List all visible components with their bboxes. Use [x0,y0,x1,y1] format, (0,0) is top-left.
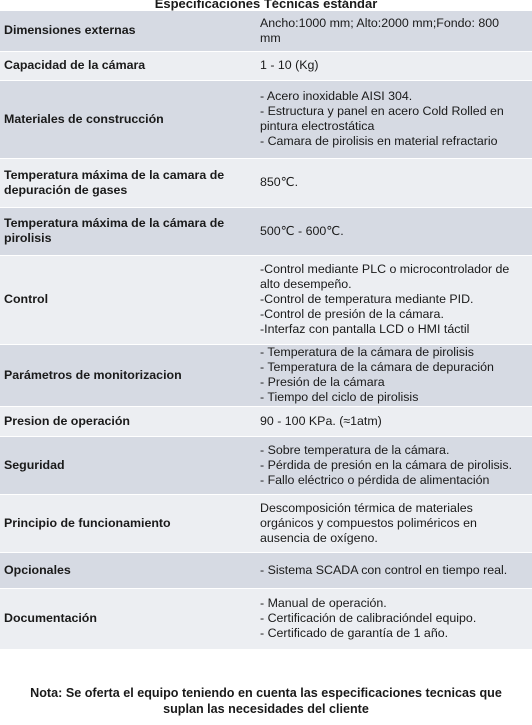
spec-label: Capacidad de la cámara [0,51,253,80]
spec-value-line: 1 - 10 (Kg) [260,58,319,72]
spec-label: Materiales de construcción [0,80,253,158]
spec-label: Dimensiones externas [0,11,253,51]
spec-label: Parámetros de monitorizacion [0,344,253,406]
spec-value-line: 90 - 100 KPa. (≈1atm) [260,413,382,428]
spec-value [253,207,532,255]
spec-value-line: 850℃. [260,175,299,189]
spec-value-line: orgánicos y compuestos poliméricos en [260,515,477,530]
spec-value [253,11,532,51]
spec-row [0,11,532,51]
spec-value-line: - Temperatura de la cámara de pirolisis [260,345,474,359]
spec-row [0,80,532,158]
spec-label: Principio de funcionamiento [0,494,253,552]
spec-value-line: - Presión de la cámara [260,375,385,389]
spec-value-line: pintura electrostática [260,119,375,133]
spec-value-line: - Manual de operación. [260,596,387,610]
page-title: Especificaciones Técnicas estándar [154,0,378,11]
spec-row [0,51,532,80]
spec-row [0,436,532,494]
spec-value [253,436,532,494]
spec-label: Seguridad [0,436,253,494]
spec-label: Opcionales [0,552,253,588]
spec-value [253,80,532,158]
spec-value-line: - Camara de pirolisis en material refractario [260,134,498,148]
spec-value-line: - Pérdida de presión en la cámara de pirolisis. [260,457,513,472]
spec-value-line: - Fallo eléctrico o pérdida de alimentación [260,472,490,487]
spec-value-line: - Temperatura de la cámara de depuración [260,360,494,374]
spec-value-line: -Control de temperatura mediante PID. [260,292,474,306]
spec-value-line: -Control de presión de la cámara. [260,307,444,321]
spec-value [253,158,532,207]
spec-table [0,11,532,650]
spec-value-line: ausencia de oxígeno. [260,530,378,545]
spec-row [0,344,532,406]
spec-value-line: - Certificación de calibracióndel equipo. [260,611,477,625]
spec-value [253,344,532,406]
spec-value-line: - Tiempo del ciclo de pirolisis [260,390,419,404]
spec-label: Temperatura máxima de la camara de depuración de gases [0,158,253,207]
spec-value-line: - Certificado de garantía de 1 año. [260,626,449,640]
spec-label: Temperatura máxima de la cámara de pirolisis [0,207,253,255]
spec-value-line: mm [260,30,281,45]
spec-value [253,255,532,344]
spec-value [253,406,532,436]
spec-value [253,494,532,552]
note-line: Nota: Se oferta el equipo teniendo en cuenta las especificaciones tecnicas que [30,686,502,700]
spec-row [0,552,532,588]
spec-value-line: - Acero inoxidable AISI 304. [260,89,413,103]
spec-value-line: - Estructura y panel en acero Cold Rolled en [260,104,504,118]
footer-note [0,685,532,717]
spec-value-line: Ancho:1000 mm; Alto:2000 mm;Fondo: 800 [260,15,500,30]
spec-value-line: alto desempeño. [260,277,352,291]
spec-row [0,158,532,207]
spec-value-line: 500℃ - 600℃. [260,223,344,238]
spec-value-line: Descomposición térmica de materiales [260,500,473,515]
spec-value-line: - Sobre temperatura de la cámara. [260,442,450,457]
spec-row [0,494,532,552]
spec-value-line: - Sistema SCADA con control en tiempo real. [260,562,508,577]
spec-value-line: -Control mediante PLC o microcontrolador de [260,262,510,276]
spec-label: Documentación [0,588,253,649]
spec-row [0,207,532,255]
spec-label: Presion de operación [0,406,253,436]
spec-row [0,588,532,649]
spec-label: Control [0,255,253,344]
note-line: suplan las necesidades del cliente [163,702,369,716]
spec-value [253,588,532,649]
spec-row [0,255,532,344]
spec-value [253,51,532,80]
spec-row [0,406,532,436]
spec-value [253,552,532,588]
spec-value-line: -Interfaz con pantalla LCD o HMI táctil [260,322,470,336]
